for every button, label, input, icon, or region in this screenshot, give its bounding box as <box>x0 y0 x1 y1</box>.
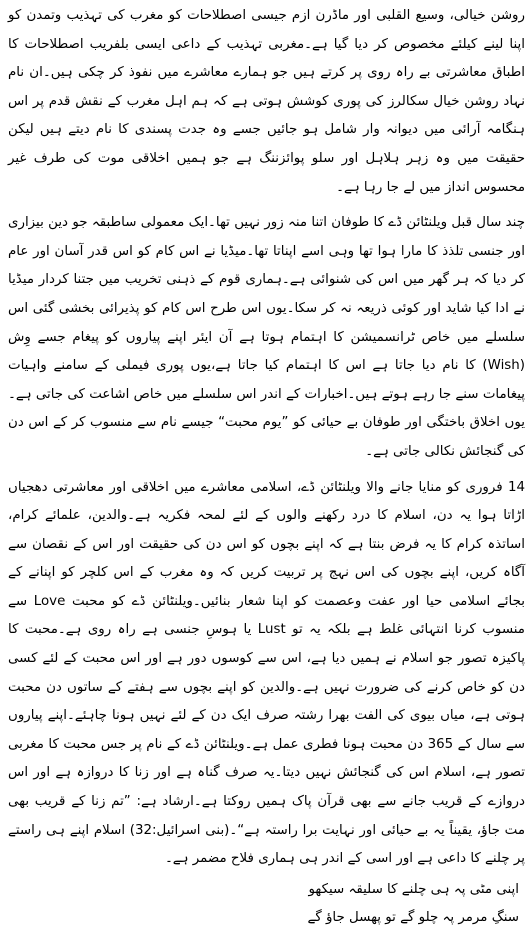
paragraph-intro: روشن خیالی، وسیع القلبی اور ماڈرن ازم جیسی اصطلاحات کو مغرب کی تہذیب وتمدن کو اپنا لینے کیلئے مخصوص کر دیا گیا ہے۔مغربی تہذیب کے داعی ایسی بلفریب اصطلاحات کا اطباق معاشرتی بے راہ روی پر کرتے ہیں جو ہمارے معاشرے میں نفوذ کر چکی ہیں۔ان نام نہاد روشن خیال سکالرز کی پوری کوشش ہوتی ہے کہ ہم اہل مغرب کے نقش قدم پر اس ہنگامہ آرائی میں دیوانہ وار شامل ہو جائیں جسے وہ جدت پسندی کا نام دیتے ہیں لیکن حقیقت میں وہ زہر ہلاہل اور سلو پوائزننگ ہے جو ہمیں اخلاقی موت کی طرف غیر محسوس انداز میں لے جا رہا ہے۔ <box>8 8 525 195</box>
paragraph-february: 14 فروری کو منایا جانے والا ویلنٹائن ڈے، اسلامی معاشرے میں اخلاقی اور معاشرتی دھجیاں اڑاتا ہوا یہ دن، اسلام کا درد رکھنے والوں کے لئے لمحہ فکریہ ہے۔والدین، علمائے کرام، اساتذہ کرام کا یہ فرض بنتا ہے کہ اپنے بچوں کو اس دن کی حقیقت اور اس کے نقصان سے آگاہ کریں، اپنے بچوں کی اس نہج پر تربیت کریں کہ وہ مغرب کے اس کلچر کو اپنانے کے بجائے اسلامی حیا اور عفت وعصمت کو اپنا شعار بنائیں۔ویلنٹائن ڈے کو محبت Love سے منسوب کرنا انتہائی غلط ہے بلکہ یہ تو Lust یا ہوسِ جنسی ہے راہ روی ہے۔محبت کا پاکیزہ تصور جو اسلام نے ہمیں دیا ہے، اس سے کوسوں دور ہے اور اس محبت کے لئے کسی دن کو خاص کرنے کی ضرورت نہیں ہے۔والدین کو اپنے بچوں سے ہفتے کے ساتوں دن محبت ہوتی ہے، میاں بیوی کی الفت بھرا رشتہ صرف ایک دن کے لئے نہیں ہونا چاہئے۔اپنے پیاروں سے سال کے 365 دن محبت ہونا فطری عمل ہے۔ویلنٹائن ڈے کے نام پر جس محبت کا مغربی تصور ہے، اسلام اس کی گنجائش نہیں دیتا۔یہ صرف گناہ ہے اور زنا کا دروازہ ہے اور اس دروازے کے قریب جانے سے بھی قرآن پاک ہمیں روکتا ہے۔ارشاد ہے: ”تم زنا کے قریب بھی مت جاؤ، یقیناً یہ بے حیائی اور نہایت برا راستہ ہے“۔(بنی اسرائیل:32) اسلام اپنے ہی راستے پر چلنے کا داعی ہے اور اسی کے اندر ہی ہماری فلاح مضمر ہے۔ <box>8 479 526 867</box>
closing-verse <box>8 876 525 932</box>
paragraph-media: چند سال قبل ویلنٹائن ڈے کا طوفان اتنا منہ زور نہیں تھا۔ایک معمولی ساطبقہ جو دین بیزاری اور جنسی تلذذ کا مارا ہوا تھا وہی اسے اپناتا تھا۔میڈیا نے اس کام کو اس قدر آسان اور عام کر دیا کہ ہر گھر میں اس کی شنوائی ہے۔ہماری قوم کے ذہنی تخریب میں جتنا کردار میڈیا نے ادا کیا شاید اور کوئی ذریعہ نہ کر سکا۔یوں اس طرح اس کام کو پذیرائی بخشی گئی اس سلسلے میں خاص ٹرانسمیشن کا اہتمام ہوتا ہے آن ایئر اپنے پیاروں کو پیغام جسے وِش (Wish) کا نام دیا جاتا ہے اس کا اہتمام کیا جاتا ہے،یوں پوری فیملی کے سامنے واہیات پیغامات سنے جا رہے ہوتے ہیں۔اخبارات کے اندر اس سلسلے میں خاص اشاعت کی جاتی ہے۔یوں اخلاق باختگی اور طوفان بے حیائی کو ”یوم محبت“ جیسے نام سے منسوب کر کے اس دن کی گنجائش نکالی جاتی ہے۔ <box>8 215 525 459</box>
verse-line-2: سنگِ مرمر پہ چلو گے تو پھسل جاؤ گے <box>307 909 519 925</box>
verse-line-1: اپنی مٹی پہ ہی چلنے کا سلیقہ سیکھو <box>308 881 519 897</box>
